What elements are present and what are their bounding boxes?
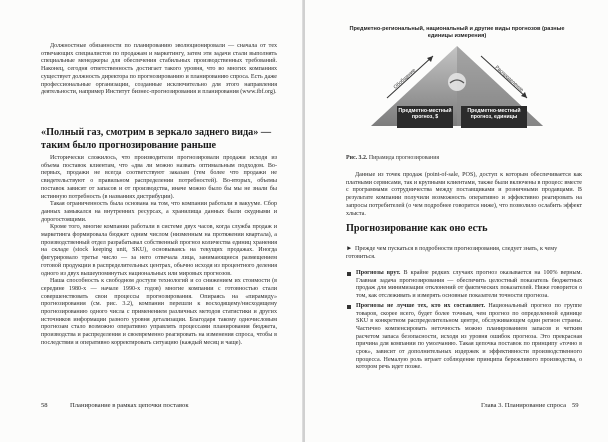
forecasting-pyramid-figure [341, 26, 573, 146]
running-footer: Глава 3. Планирование спроса [481, 402, 567, 409]
paragraph-text: Кроме того, многие компании работали в системе двух часов, когда служба продаж и маркетинга формировала бюджет одним числом (низменным на протяжении квартала), а производственный отдел разрабатывал собственный прогноз количества единиц хранения на складе (stock keeping unit, SKU), основываясь на текущих продажах. Иногда фигурировало третье число — за него отвечала лица, занимающиеся размещением готовой продукции в распределительных центрах, обычно исходя из процентного деления одного из двух вышеупомянутых национальных или мировых прогнозов. [41, 224, 277, 277]
paragraph-text: Исторически сложилось, что производители прогнозировали продажи исходя из объема поставок клиентам, что «два ли можно назвать оптимальным подходом. Во-первых, продажи не всегда соответствуют заказам (тем более что продажи не свидетельствуют о правильном распределении потребностей). Во-вторых, объемы поставок зависят от запасов и от производства, иначе можно было бы мы не знали бы истинную потребность (в названиях дистрибуции). [41, 155, 277, 200]
page-number: 58 [41, 402, 48, 409]
figure-number: Рис. 3.2. [346, 155, 368, 161]
list-item [346, 270, 582, 301]
generalization-label: Обобщение [392, 67, 418, 91]
square-bullet-icon [347, 272, 351, 276]
intro-text: Прежде чем пускаться в подробности прогнозирования, следует знать, к чему готовиться. [346, 246, 558, 260]
square-bullet-icon [347, 305, 351, 309]
distribution-label: Распределение [493, 64, 525, 94]
bullet-text: Национальный прогноз по группе товаров, скорее всего, будет более точным, чем прогноз по определенной единице SKU в конкретном распределительном центре, обслуживающем один регион страны. Частично компенсировать неточность можно планированием запасов и четким расчетом запаса безопасности, исходя из уровня ошибок прогноза. Это прекрасная причина для компании по умолчанию. Такая цепочка поставок по принципу «точно в срок», зависит от дополнительных издержек и эффективности производственного процесса. Немалую роль играет соблюдение принципа бережливого производства, о котором речь идет позже. [356, 302, 582, 371]
left-body [41, 155, 277, 348]
figure-title: Пирамида прогнозирования [368, 155, 440, 161]
arrow-right-icon: ► [346, 245, 353, 252]
left-paragraph-1 [41, 43, 277, 97]
paragraph-text: Данные из точек продаж (point-of-sale, POS), доступ к которым обеспечивается как платными сервисами, так и крупными клиентами, также были включены в процесс вместе с программами сотрудничества между поставщиками и розничными продавцами. В результате компании получили возможность оперативно и эффективно реагировать на запросы потребителей (о чем подробнее говорится ниже), что позволило ослабить эффект хлыста. [346, 172, 582, 217]
bullet-lead: Прогнозы не лучше тех, кто их составляет. [356, 302, 485, 309]
list-item [346, 303, 582, 372]
intro-note [346, 245, 582, 261]
running-footer: Планирование в рамках цепочки поставок [70, 402, 189, 409]
right-paragraph-1 [346, 172, 582, 218]
paragraph-text: Должностные обязанности по планированию эволюционировали — сначала от тех отвечающих специалистов по продажам и маркетингу, затем эти задачи стали выполнять специальные менеджеры для обеспечения стабильных производственных требований. Наконец, сегодня ответственность достигает такого уровня, что во многих компаниях существует должность директора по прогнозированию и планированию спроса. Есть даже профессиональные организации, созданные исключительно для этого направления деятельности, например Институт бизнес-прогнозирования и планирования (www.ibf.org). [41, 43, 277, 96]
section-heading: «Полный газ, смотрим в зеркало заднего вида» — таким было прогнозирование раньше [41, 127, 272, 151]
bullet-lead: Прогнозы врут. [356, 270, 401, 276]
paragraph-text: Наша способность к свободном доступе технологий и со снижением их стоимости (в середине 1980-х — начале 1990-х годов) многие компании с готовностью стали совершенствовать свои процессы прогнозирования. Опираясь на «пирамиду» прогнозирования (см. рис. 3.2), компании перешли к восходящему/нисходящему прогнозированию одного числа с применением различных методов статистики и других источников информации разного уровня детализации. Благодаря такому одночисловым прогнозам стало возможно оперативно управлять процессами планирования бюджета, производства и распределения и своевременно реагировать на изменения спроса, чтобы в последствии и оперативно корректировать ситуацию (каждый месяц и чаще). [41, 278, 277, 346]
section-heading-2: Прогнозирование как оно есть [346, 223, 488, 234]
left-base-label: Предметно-местный прогноз, $ [398, 108, 452, 121]
left-page [0, 0, 303, 442]
right-base-label: Предметно-местный прогноз, единицы [467, 108, 521, 121]
figure-caption [346, 155, 439, 161]
pyramid-graphic [341, 26, 573, 146]
bullet-text: В крайне редких случаях прогноз оказывается на 100% верным. Главная задача прогнозирования — обеспечить целостный показатель бюджетных продаж для минимизации отклонений от фактических показателей. Ниже говорится о том, как отслеживать и измерять основные показатели точности прогноза. [356, 270, 582, 300]
right-page [305, 0, 608, 442]
page-number: 59 [572, 402, 579, 409]
bullet-list [346, 270, 582, 372]
paragraph-text: Такая ограниченность была основана на том, что компании работали в вакууме. Сбор данных замыкался на внутренних ресурсах, а хранилища данных были скудными и дорогостоящими. [41, 201, 277, 223]
pyramid-top-label: Предметно-региональный, национальный и другие виды прогнозов (разные единицы измерения) [349, 26, 565, 39]
